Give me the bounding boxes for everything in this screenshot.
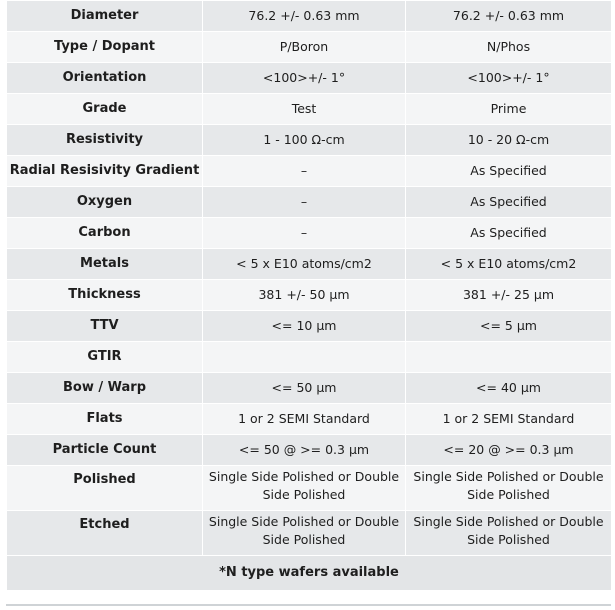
table-row xyxy=(7,1,612,32)
row-label: Type / Dopant xyxy=(7,32,203,63)
p-type-value: 1 or 2 SEMI Standard xyxy=(203,404,406,435)
n-type-value: 1 or 2 SEMI Standard xyxy=(406,404,612,435)
n-type-value: As Specified xyxy=(406,156,612,187)
n-type-value: N/Phos xyxy=(406,32,612,63)
row-label: Oxygen xyxy=(7,187,203,218)
table-row xyxy=(7,466,612,511)
n-type-value: <= 20 @ >= 0.3 μm xyxy=(406,435,612,466)
n-type-value: Single Side Polished or Double Side Polished xyxy=(406,511,612,556)
table-row xyxy=(7,125,612,156)
n-type-value: As Specified xyxy=(406,218,612,249)
table-row xyxy=(7,94,612,125)
p-type-value: 76.2 +/- 0.63 mm xyxy=(203,1,406,32)
row-label: Radial Resisivity Gradient xyxy=(7,156,203,187)
row-label: Carbon xyxy=(7,218,203,249)
row-label: Particle Count xyxy=(7,435,203,466)
p-type-value: <= 50 @ >= 0.3 μm xyxy=(203,435,406,466)
table-row xyxy=(7,373,612,404)
p-type-value: <= 50 μm xyxy=(203,373,406,404)
n-type-value xyxy=(406,342,612,373)
p-type-value: – xyxy=(203,218,406,249)
row-label: Flats xyxy=(7,404,203,435)
row-label: Metals xyxy=(7,249,203,280)
n-type-value: <= 40 μm xyxy=(406,373,612,404)
row-label: Resistivity xyxy=(7,125,203,156)
n-type-value: <= 5 μm xyxy=(406,311,612,342)
n-type-value: 10 - 20 Ω-cm xyxy=(406,125,612,156)
n-type-value: < 5 x E10 atoms/cm2 xyxy=(406,249,612,280)
footnote: *N type wafers available xyxy=(7,556,612,591)
table-row xyxy=(7,280,612,311)
p-type-value: 1 - 100 Ω-cm xyxy=(203,125,406,156)
table-row xyxy=(7,218,612,249)
row-label: Etched xyxy=(7,511,203,556)
p-type-value: <100>+/- 1° xyxy=(203,63,406,94)
p-type-value: Single Side Polished or Double Side Polished xyxy=(203,511,406,556)
table-row xyxy=(7,511,612,556)
table-bottom-border xyxy=(6,604,611,606)
table-row xyxy=(7,435,612,466)
p-type-value: Single Side Polished or Double Side Polished xyxy=(203,466,406,511)
table-row xyxy=(7,311,612,342)
table-row xyxy=(7,404,612,435)
n-type-value: Prime xyxy=(406,94,612,125)
row-label: GTIR xyxy=(7,342,203,373)
p-type-value: – xyxy=(203,187,406,218)
row-label: Thickness xyxy=(7,280,203,311)
table-row xyxy=(7,342,612,373)
row-label: Grade xyxy=(7,94,203,125)
table-row xyxy=(7,63,612,94)
p-type-value: <= 10 μm xyxy=(203,311,406,342)
wafer-spec-table xyxy=(6,0,612,591)
n-type-value: <100>+/- 1° xyxy=(406,63,612,94)
p-type-value: < 5 x E10 atoms/cm2 xyxy=(203,249,406,280)
n-type-value: 76.2 +/- 0.63 mm xyxy=(406,1,612,32)
row-label: Bow / Warp xyxy=(7,373,203,404)
n-type-value: Single Side Polished or Double Side Polished xyxy=(406,466,612,511)
row-label: Orientation xyxy=(7,63,203,94)
footnote-row xyxy=(7,556,612,591)
table-row xyxy=(7,249,612,280)
n-type-value: As Specified xyxy=(406,187,612,218)
n-type-value: 381 +/- 25 μm xyxy=(406,280,612,311)
p-type-value: Test xyxy=(203,94,406,125)
row-label: Polished xyxy=(7,466,203,511)
p-type-value: P/Boron xyxy=(203,32,406,63)
table-row xyxy=(7,156,612,187)
table-row xyxy=(7,32,612,63)
p-type-value xyxy=(203,342,406,373)
p-type-value: 381 +/- 50 μm xyxy=(203,280,406,311)
table-row xyxy=(7,187,612,218)
p-type-value: – xyxy=(203,156,406,187)
row-label: TTV xyxy=(7,311,203,342)
row-label: Diameter xyxy=(7,1,203,32)
